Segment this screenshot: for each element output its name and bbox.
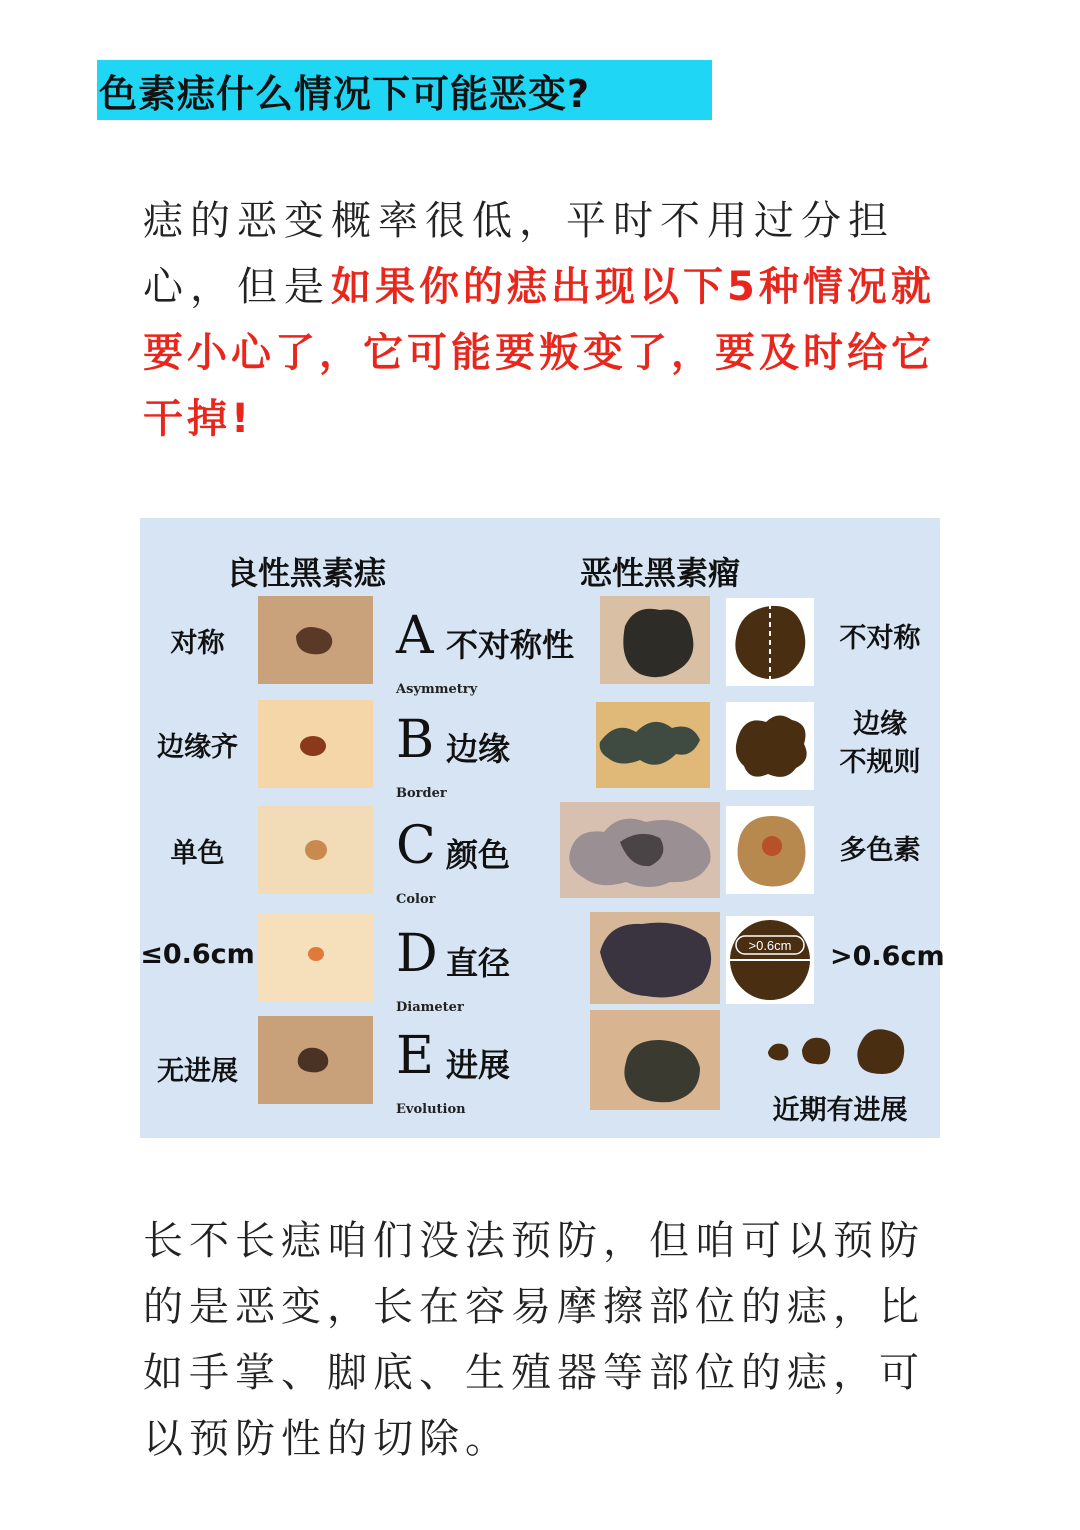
- criterion-letter: E: [396, 1026, 434, 1086]
- intro-paragraph: [143, 188, 943, 452]
- criterion-row-e: [140, 1016, 940, 1126]
- title-banner: [97, 60, 712, 120]
- criterion-row-d: [140, 914, 945, 1015]
- benign-label: 对称: [170, 628, 225, 659]
- malignant-label: 边缘 不规则: [839, 709, 921, 778]
- malignant-label: 近期有进展: [772, 1095, 908, 1126]
- criterion-name: 进展: [446, 1046, 511, 1084]
- criterion-letter: C: [396, 816, 436, 876]
- criterion-name: 颜色: [446, 836, 511, 874]
- criterion-letter: D: [396, 924, 438, 984]
- border-diagram: [726, 702, 814, 790]
- benign-label: 单色: [170, 838, 225, 869]
- benign-mole-photo: [258, 914, 373, 1002]
- outro-paragraph: 长不长痣咱们没法预防，但咱可以预防的是恶变，长在容易摩擦部位的痣，比如手掌、脚底、生殖器等部位的痣，可以预防性的切除。: [143, 1218, 925, 1462]
- page-title: 色素痣什么情况下可能恶变?: [99, 71, 591, 116]
- malignant-label: 不对称: [839, 623, 921, 654]
- criterion-english: Border: [396, 786, 447, 801]
- malignant-label: >0.6cm: [830, 941, 945, 972]
- criterion-row-c: [140, 806, 940, 906]
- benign-label: 无进展: [157, 1056, 238, 1087]
- benign-label: ≤0.6cm: [140, 939, 255, 970]
- criterion-english: Evolution: [396, 1102, 466, 1117]
- evolution-diagram: [760, 1022, 920, 1082]
- benign-mole-photo: [258, 806, 373, 894]
- benign-label: 边缘齐: [157, 732, 238, 763]
- melanoma-photo: [590, 912, 720, 1004]
- intro-warning-text: 如果你的痣出现以下5种情况就要小心了，它可能要叛变了，要及时给它干掉!: [143, 264, 935, 442]
- color-diagram: [726, 806, 814, 894]
- benign-mole-photo: [258, 700, 373, 788]
- malignant-column-title: 恶性黑素瘤: [580, 554, 741, 592]
- criterion-english: Color: [396, 892, 436, 907]
- criterion-row-b: [140, 700, 940, 800]
- criterion-letter: B: [396, 710, 435, 770]
- diameter-diagram-label: >0.6cm: [748, 938, 792, 953]
- melanoma-photo: [590, 1010, 720, 1110]
- asymmetry-diagram: [726, 598, 814, 686]
- criterion-english: Diameter: [396, 1000, 464, 1015]
- criterion-letter: A: [396, 606, 434, 666]
- criterion-name: 直径: [446, 944, 511, 982]
- melanoma-photo: [560, 802, 720, 898]
- benign-mole-photo: [258, 596, 373, 684]
- melanoma-photo: [596, 702, 710, 788]
- criterion-name: 不对称性: [446, 626, 575, 664]
- criterion-row-a: [140, 596, 940, 696]
- benign-column-title: 良性黑素痣: [226, 554, 387, 592]
- diameter-diagram: [726, 916, 814, 1004]
- abcde-figure: [140, 518, 945, 1138]
- intro-normal-text: 痣的恶变概率很低，平时不用过分担心，但是: [143, 198, 895, 310]
- melanoma-photo: [600, 596, 710, 684]
- benign-mole-photo: [258, 1016, 373, 1104]
- criterion-name: 边缘: [446, 730, 511, 768]
- malignant-label: 多色素: [839, 835, 921, 866]
- criterion-english: Asymmetry: [396, 682, 478, 697]
